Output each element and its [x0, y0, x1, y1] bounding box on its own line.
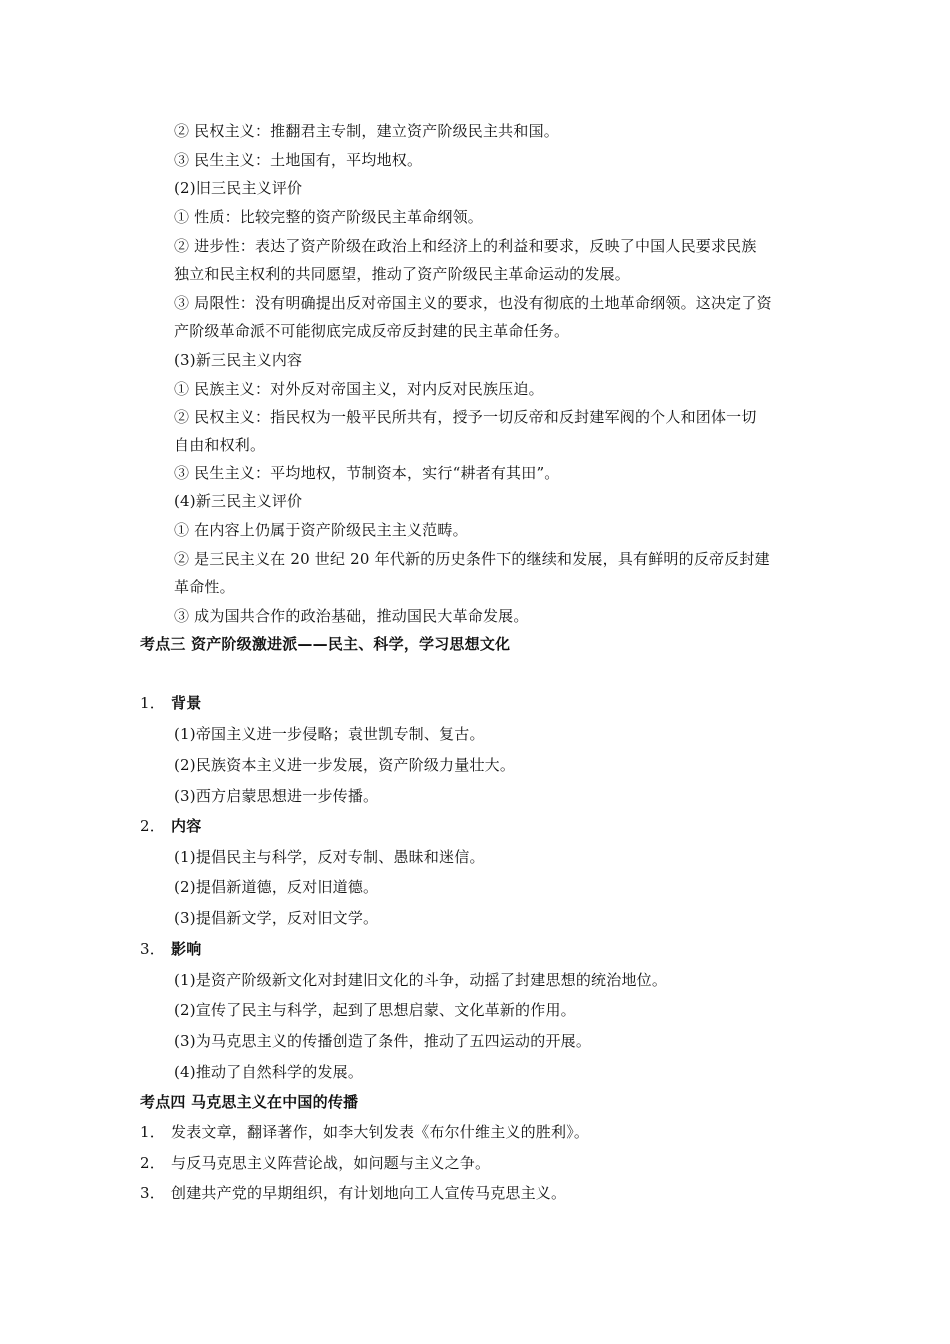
impact-item-4: (4)推动了自然科学的发展。 — [174, 1063, 364, 1081]
section4-item1-text: 发表文章，翻译著作，如李大钊发表《布尔什维主义的胜利》。 — [171, 1123, 590, 1141]
impact-item-1: (1)是资产阶级新文化对封建旧文化的斗争，动摇了封建思想的统治地位。 — [174, 971, 668, 989]
background-item-1: (1)帝国主义进一步侵略；袁世凯专制、复古。 — [174, 725, 485, 743]
new-minquan-item-cont: 自由和权利。 — [174, 436, 266, 454]
eval-item-1: ① 在内容上仍属于资产阶级民主主义范畴。 — [174, 521, 468, 539]
section4-item1-num: 1． — [140, 1123, 165, 1141]
nature-item: ① 性质：比较完整的资产阶级民主革命纲领。 — [174, 208, 483, 226]
subheading-new-content: (3)新三民主义内容 — [174, 351, 303, 369]
background-item-3: (3)西方启蒙思想进一步传播。 — [174, 787, 379, 805]
eval-item-2: ② 是三民主义在 20 世纪 20 年代新的历史条件下的继续和发展，具有鲜明的反帝反封建 — [174, 550, 770, 568]
section4-item2-num: 2． — [140, 1154, 165, 1172]
section3-group2-label: 内容 — [171, 817, 202, 835]
content-item-2: (2)提倡新道德，反对旧道德。 — [174, 878, 379, 896]
progress-item: ② 进步性：表达了资产阶级在政治上和经济上的利益和要求，反映了中国人民要求民族 — [174, 237, 757, 255]
section3-title: 考点三 资产阶级激进派——民主、科学，学习思想文化 — [140, 635, 511, 653]
section3-group2-num: 2． — [140, 817, 165, 835]
background-item-2: (2)民族资本主义进一步发展，资产阶级力量壮大。 — [174, 756, 516, 774]
eval-item-2-cont: 革命性。 — [174, 578, 235, 596]
section3-group1-num: 1． — [140, 694, 165, 712]
minzu-item: ① 民族主义：对外反对帝国主义，对内反对民族压迫。 — [174, 380, 544, 398]
impact-item-3: (3)为马克思主义的传播创造了条件，推动了五四运动的开展。 — [174, 1032, 592, 1050]
eval-item-3: ③ 成为国共合作的政治基础，推动国民大革命发展。 — [174, 607, 529, 625]
subheading-new-evaluation: (4)新三民主义评价 — [174, 492, 303, 510]
progress-item-cont: 独立和民主权利的共同愿望，推动了资产阶级民主革命运动的发展。 — [174, 265, 631, 283]
minquan-item: ② 民权主义：推翻君主专制，建立资产阶级民主共和国。 — [174, 122, 559, 140]
impact-item-2: (2)宣传了民主与科学，起到了思想启蒙、文化革新的作用。 — [174, 1001, 576, 1019]
section4-item2-text: 与反马克思主义阵营论战，如问题与主义之争。 — [171, 1154, 491, 1172]
minsheng-item: ③ 民生主义：土地国有，平均地权。 — [174, 151, 423, 169]
section3-group1-label: 背景 — [171, 694, 202, 712]
content-item-1: (1)提倡民主与科学，反对专制、愚昧和迷信。 — [174, 848, 485, 866]
limitation-item-cont: 产阶级革命派不可能彻底完成反帝反封建的民主革命任务。 — [174, 322, 570, 340]
new-minsheng-item: ③ 民生主义：平均地权，节制资本，实行“耕者有其田”。 — [174, 464, 560, 482]
section3-group3-label: 影响 — [171, 940, 202, 958]
section4-item3-text: 创建共产党的早期组织，有计划地向工人宣传马克思主义。 — [171, 1184, 567, 1202]
subheading-old-evaluation: (2)旧三民主义评价 — [174, 179, 303, 197]
section4-title: 考点四 马克思主义在中国的传播 — [140, 1093, 359, 1111]
content-item-3: (3)提倡新文学，反对旧文学。 — [174, 909, 379, 927]
section3-group3-num: 3． — [140, 940, 165, 958]
section4-item3-num: 3． — [140, 1184, 165, 1202]
new-minquan-item: ② 民权主义：指民权为一般平民所共有，授予一切反帝和反封建军阀的个人和团体一切 — [174, 408, 757, 426]
limitation-item: ③ 局限性：没有明确提出反对帝国主义的要求，也没有彻底的土地革命纲领。这决定了资 — [174, 294, 772, 312]
